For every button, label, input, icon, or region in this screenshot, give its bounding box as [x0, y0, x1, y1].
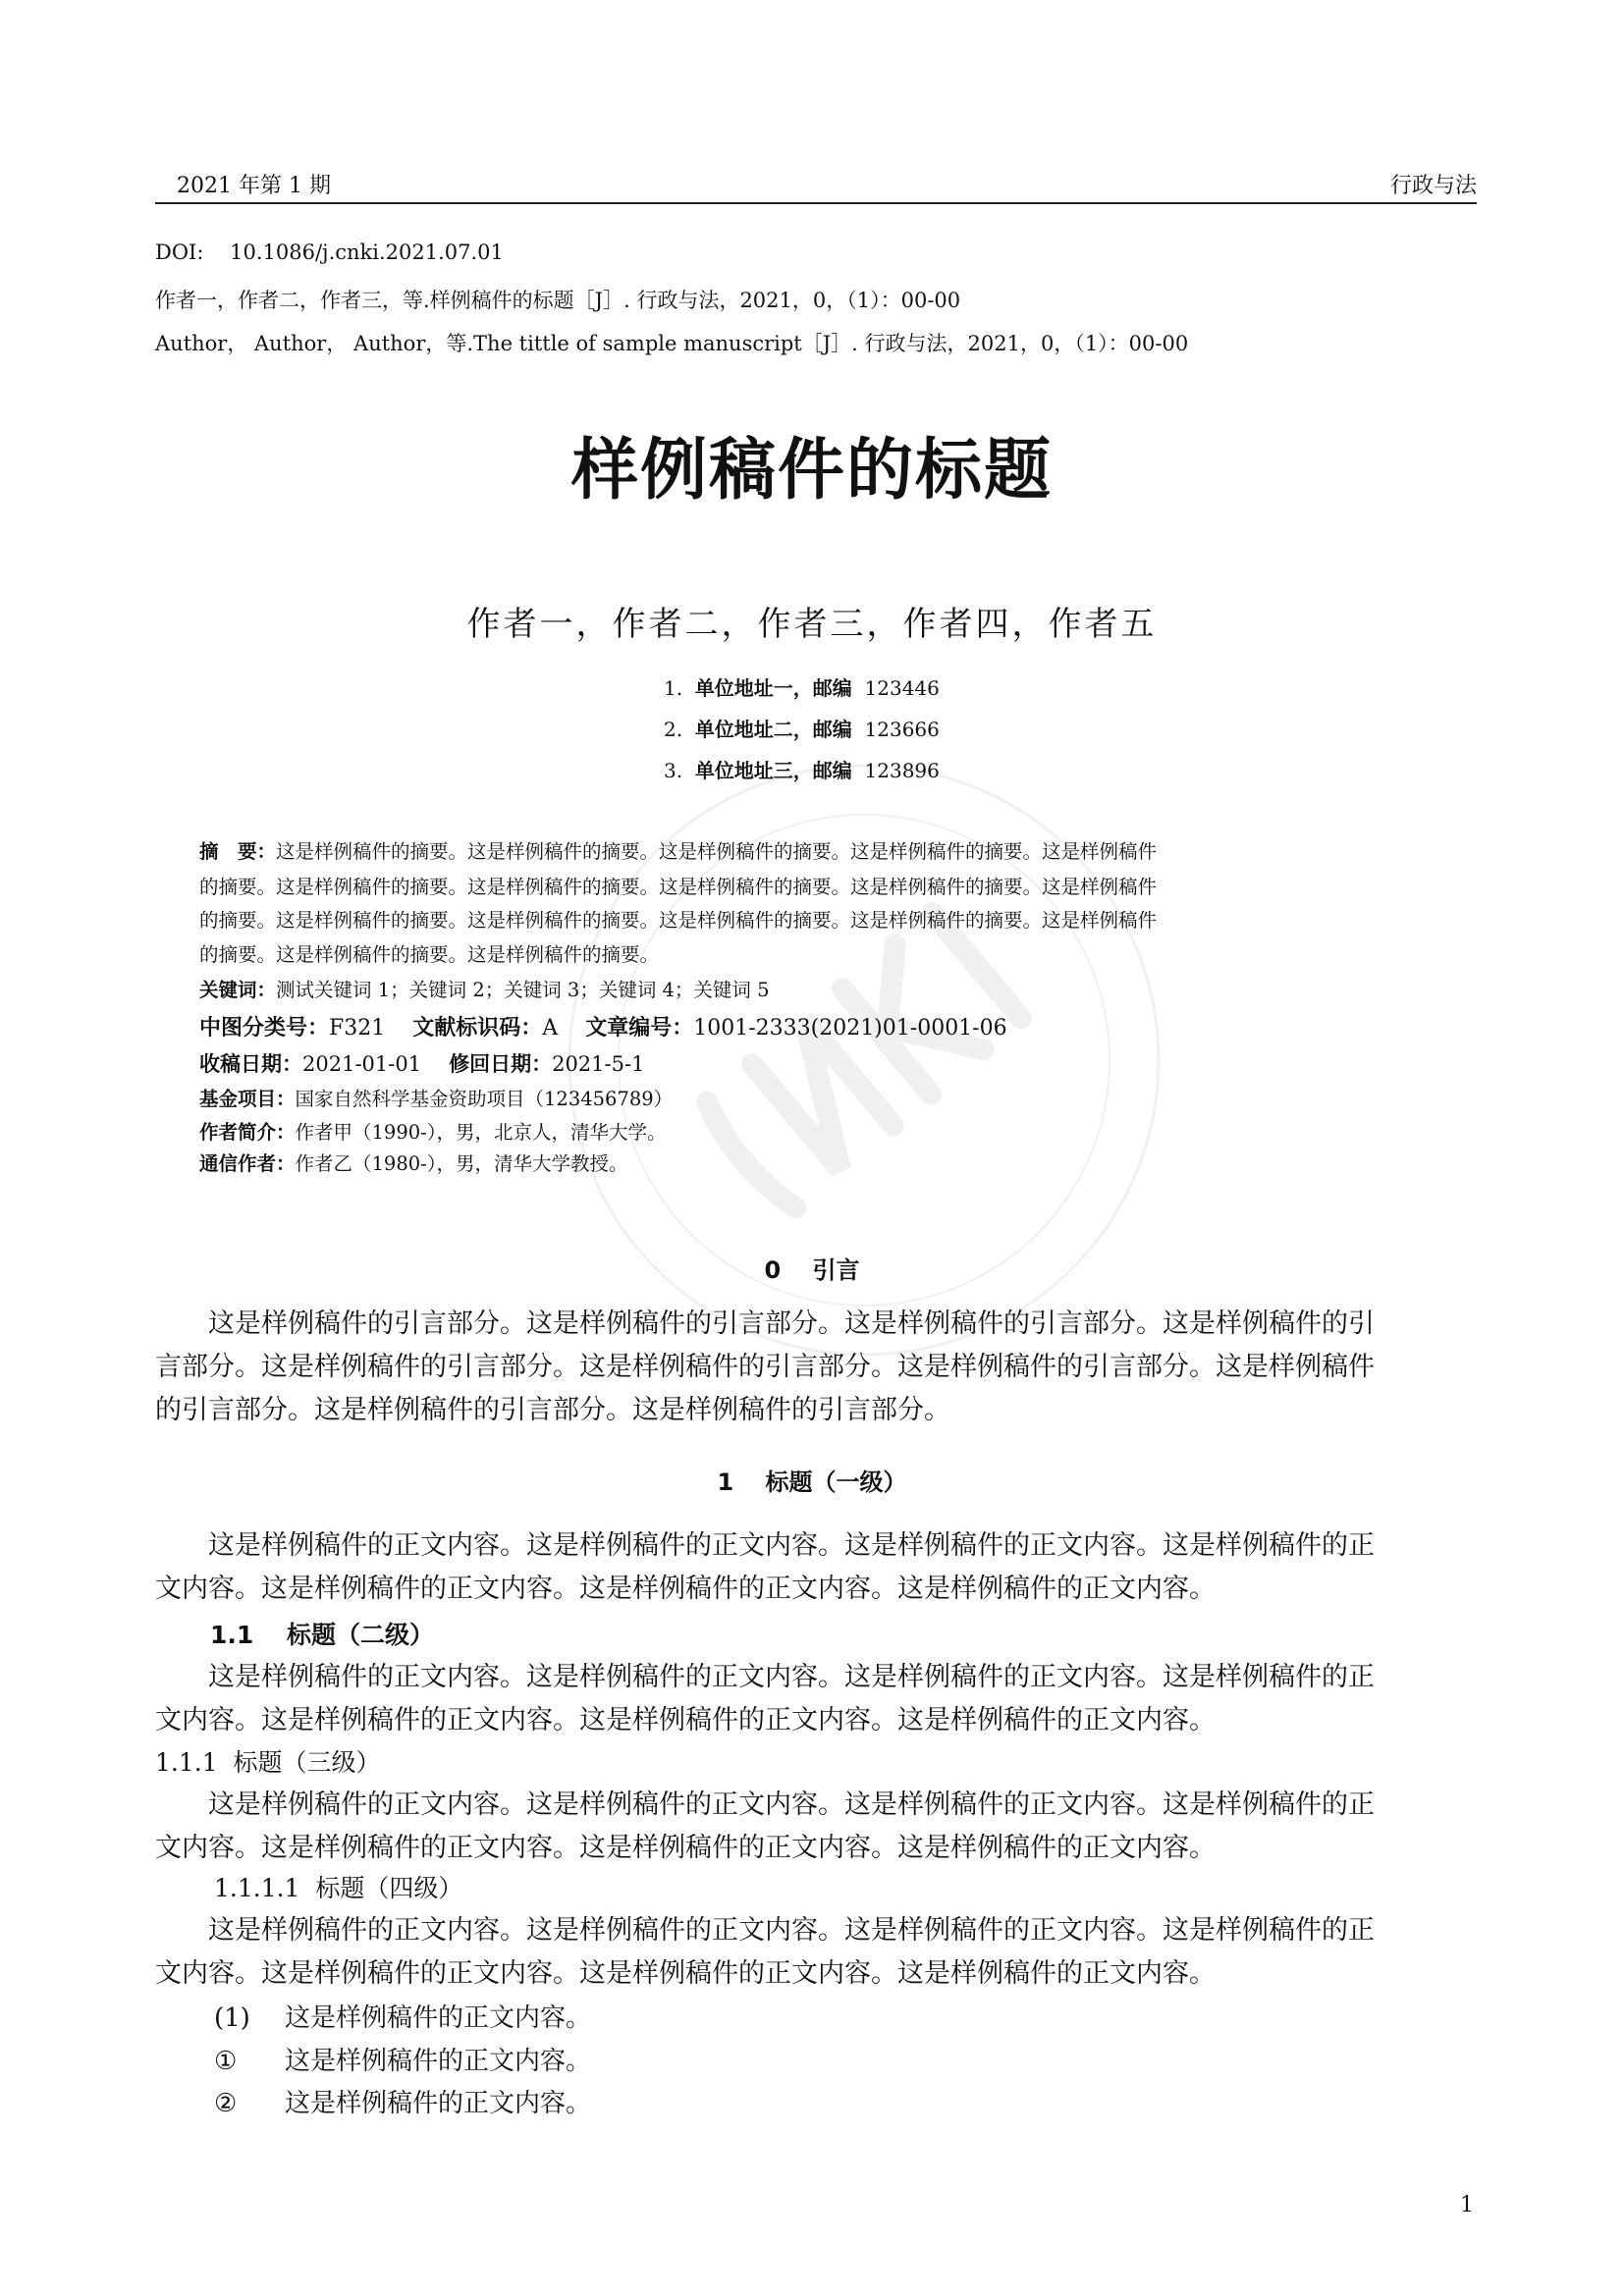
doc-code-label: 文献标识码： — [412, 1016, 543, 1041]
doc-code-value: A — [542, 1016, 559, 1041]
keywords-value: 测试关键词 1；关键词 2；关键词 3；关键词 4；关键词 5 — [276, 979, 770, 1001]
intro-line-3: 的引言部分。这是样例稿件的引言部分。这是样例稿件的引言部分。 — [155, 1395, 950, 1425]
revised-label: 修回日期： — [449, 1052, 553, 1076]
correspondence-label: 通信作者： — [199, 1152, 296, 1175]
keywords-line — [199, 975, 770, 1002]
affiliation-name: 单位地址二，邮编 — [694, 718, 852, 741]
received-label: 收稿日期： — [199, 1052, 302, 1076]
clc-label: 中图分类号： — [199, 1016, 330, 1041]
list-text: 这是样例稿件的正文内容。 — [285, 2003, 592, 2033]
doi-value: 10.1086/j.cnki.2021.07.01 — [230, 240, 504, 264]
fund-label: 基金项目： — [199, 1088, 296, 1110]
body-line: 文内容。这是样例稿件的正文内容。这是样例稿件的正文内容。这是样例稿件的正文内容。 — [155, 1958, 1216, 1989]
abstract-line-1 — [199, 836, 1157, 864]
abstract-line-3: 的摘要。这是样例稿件的摘要。这是样例稿件的摘要。这是样例稿件的摘要。这是样例稿件的摘要。这是样例稿件 — [199, 909, 1158, 932]
abstract-label: 摘 要： — [199, 840, 277, 863]
section-heading-intro: 0 引言 — [764, 1256, 860, 1284]
doi-label: DOI: — [155, 240, 204, 264]
affiliation-2 — [664, 714, 940, 742]
classification-line — [199, 1011, 1007, 1041]
journal-name: 行政与法 — [1389, 174, 1477, 198]
body-line: 这是样例稿件的正文内容。这是样例稿件的正文内容。这是样例稿件的正文内容。这是样例稿件的正 — [155, 1662, 1375, 1692]
affiliation-postcode: 123666 — [864, 718, 940, 741]
affiliation-number: 1. — [664, 676, 683, 700]
list-text: 这是样例稿件的正文内容。 — [285, 2089, 592, 2118]
correspondence-value: 作者乙（1980-），男，清华大学教授。 — [295, 1152, 628, 1175]
body-line: 这是样例稿件的正文内容。这是样例稿件的正文内容。这是样例稿件的正文内容。这是样例稿件的正 — [155, 1789, 1375, 1820]
intro-line-2: 言部分。这是样例稿件的引言部分。这是样例稿件的引言部分。这是样例稿件的引言部分。这是样例稿件 — [155, 1352, 1375, 1382]
doi-line — [155, 240, 504, 264]
affiliation-postcode: 123446 — [864, 676, 940, 700]
abstract-line-4: 的摘要。这是样例稿件的摘要。这是样例稿件的摘要。 — [199, 943, 660, 966]
body-line: 文内容。这是样例稿件的正文内容。这是样例稿件的正文内容。这是样例稿件的正文内容。 — [155, 1574, 1216, 1604]
affiliation-name: 单位地址三，邮编 — [694, 759, 852, 782]
fund-value: 国家自然科学基金资助项目（123456789） — [295, 1088, 674, 1110]
list-text: 这是样例稿件的正文内容。 — [285, 2047, 592, 2076]
body-line: 文内容。这是样例稿件的正文内容。这是样例稿件的正文内容。这是样例稿件的正文内容。 — [155, 1705, 1216, 1735]
citation-cn: 作者一，作者二，作者三，等.样例稿件的标题［J］. 行政与法，2021，0，（1）：00-00 — [155, 289, 961, 312]
abstract-text: 这是样例稿件的摘要。这是样例稿件的摘要。这是样例稿件的摘要。这是样例稿件的摘要。这是样例稿件 — [276, 840, 1158, 863]
received-date: 2021-01-01 — [302, 1052, 422, 1076]
heading-level3: 1.1.1 标题（三级） — [155, 1748, 381, 1777]
bio-label: 作者简介： — [199, 1121, 296, 1144]
running-header — [155, 167, 1477, 204]
affiliation-1 — [664, 672, 940, 701]
body-line: 文内容。这是样例稿件的正文内容。这是样例稿件的正文内容。这是样例稿件的正文内容。 — [155, 1833, 1216, 1863]
list-item — [214, 2041, 591, 2077]
body-line: 这是样例稿件的正文内容。这是样例稿件的正文内容。这是样例稿件的正文内容。这是样例稿件的正 — [155, 1915, 1375, 1946]
list-item — [214, 2083, 591, 2119]
revised-date: 2021-5-1 — [552, 1052, 645, 1076]
heading-level2: 1.1 标题（二级） — [210, 1621, 434, 1649]
fund-line — [199, 1084, 673, 1111]
list-marker: ① — [214, 2047, 238, 2076]
dates-line — [199, 1048, 644, 1078]
correspondence-line — [199, 1148, 627, 1176]
bio-value: 作者甲（1990-），男，北京人，清华大学。 — [295, 1121, 667, 1144]
body-line: 这是样例稿件的正文内容。这是样例稿件的正文内容。这是样例稿件的正文内容。这是样例稿件的正 — [155, 1530, 1375, 1561]
affiliation-3 — [664, 755, 940, 783]
clc-value: F321 — [329, 1016, 386, 1041]
affiliation-postcode: 123896 — [864, 759, 940, 782]
page-number: 1 — [1460, 2193, 1474, 2217]
author-bio-line — [199, 1117, 666, 1145]
list-marker: (1) — [214, 2003, 250, 2033]
list-item — [214, 1998, 591, 2034]
affiliation-number: 2. — [664, 718, 683, 741]
abstract-line-2: 的摘要。这是样例稿件的摘要。这是样例稿件的摘要。这是样例稿件的摘要。这是样例稿件的摘要。这是样例稿件 — [199, 876, 1158, 898]
paper-title: 样例稿件的标题 — [570, 432, 1053, 509]
citation-en: Author， Author， Author，等.The tittle of sample manuscript［J］. 行政与法，2021，0，（1）：00-00 — [155, 332, 1189, 355]
article-number-value: 1001-2333(2021)01-0001-06 — [693, 1016, 1007, 1041]
article-number-label: 文章编号： — [585, 1016, 694, 1041]
heading-level4: 1.1.1.1 标题（四级） — [214, 1874, 463, 1902]
keywords-label: 关键词： — [199, 979, 277, 1001]
section-heading-level1: 1 标题（一级） — [717, 1468, 907, 1496]
affiliation-name: 单位地址一，邮编 — [694, 676, 852, 700]
list-marker: ② — [214, 2089, 238, 2118]
issue-label: 2021 年第 1 期 — [177, 174, 331, 198]
author-list: 作者一，作者二，作者三，作者四，作者五 — [466, 605, 1158, 644]
intro-line-1: 这是样例稿件的引言部分。这是样例稿件的引言部分。这是样例稿件的引言部分。这是样例稿件的引 — [155, 1308, 1375, 1339]
affiliation-number: 3. — [664, 759, 683, 782]
